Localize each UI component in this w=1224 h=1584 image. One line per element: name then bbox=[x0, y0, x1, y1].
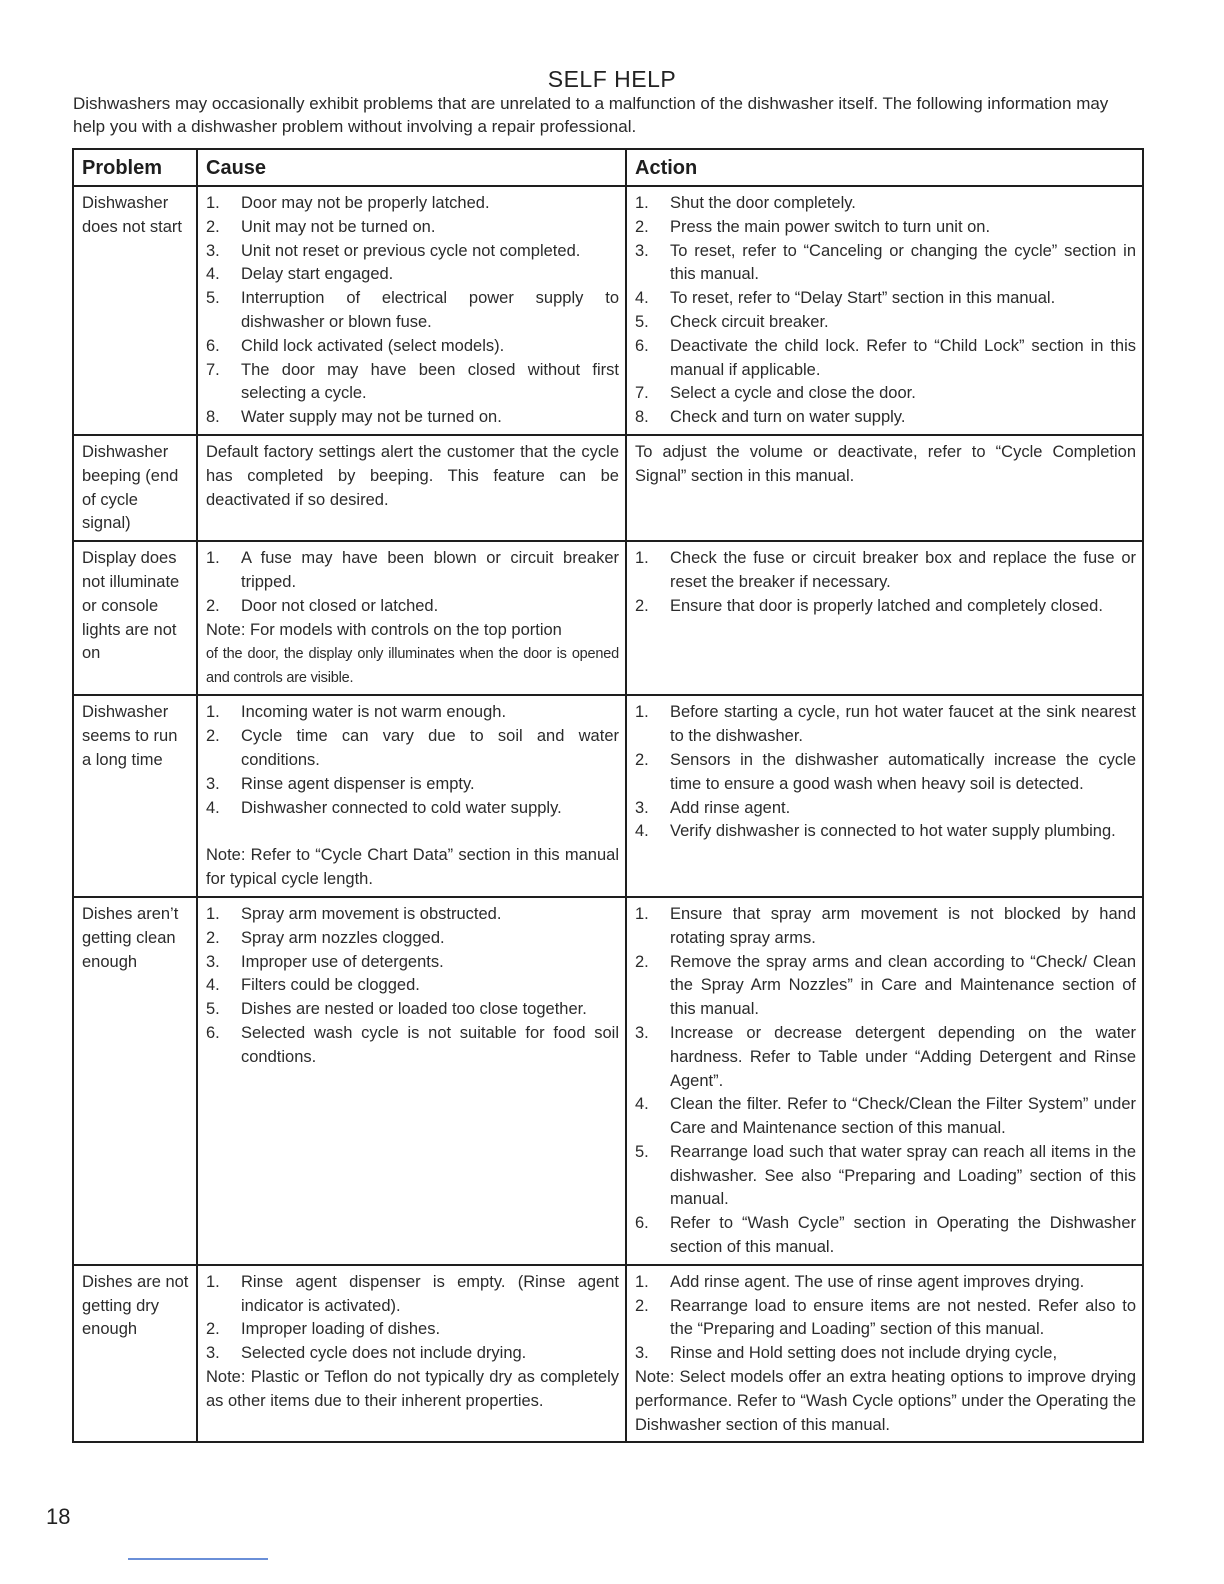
list-item: 6. Deactivate the child lock. Refer to “Child Lock” section in this manual if applicable. bbox=[635, 336, 1136, 379]
list-item: 2. Rearrange load to ensure items are not nested. Refer also to the “Preparing and Loading” section of this manual. bbox=[635, 1296, 1136, 1339]
list-item: 2. Unit may not be turned on. bbox=[206, 217, 436, 236]
problem-cell: Dishwasher beeping (end of cycle signal) bbox=[73, 435, 197, 541]
list-item: 5. Check circuit breaker. bbox=[635, 312, 829, 331]
list-item: 3. Unit not reset or previous cycle not completed. bbox=[206, 241, 581, 260]
cause-cell bbox=[197, 541, 626, 695]
intro-paragraph: Dishwashers may occasionally exhibit problems that are unrelated to a malfunction of the dishwasher itself. The following information may help you with a dishwasher problem without involving a repair professional. bbox=[73, 94, 1109, 136]
list-item: 1. Incoming water is not warm enough. bbox=[206, 703, 507, 722]
action-cell bbox=[626, 186, 1143, 435]
problem-cell: Dishes are not getting dry enough bbox=[73, 1265, 197, 1443]
cause-note: Note: Plastic or Teflon do not typically dry as completely as other items due to their inherent properties. bbox=[206, 1368, 619, 1410]
cause-cell bbox=[197, 695, 626, 897]
list-item: 3. To reset, refer to “Canceling or changing the cycle” section in this manual. bbox=[635, 241, 1136, 284]
list-item: 4. Verify dishwasher is connected to hot water supply plumbing. bbox=[635, 822, 1116, 841]
action-text: To adjust the volume or deactivate, refer to “Cycle Completion Signal” section in this manual. bbox=[635, 442, 1136, 485]
table-row bbox=[73, 897, 1143, 1265]
action-note: Note: Select models offer an extra heating options to improve drying performance. Refer to “Wash Cycle options” under the Operating the Dishwasher section of this manual. bbox=[635, 1368, 1136, 1434]
table-row bbox=[73, 186, 1143, 435]
list-item: 1. Before starting a cycle, run hot water faucet at the sink nearest to the dishwasher. bbox=[635, 703, 1136, 746]
list-item: 3. Rinse agent dispenser is empty. bbox=[206, 774, 475, 793]
list-item: 4. Dishwasher connected to cold water supply. bbox=[206, 798, 562, 817]
list-item: 4. Clean the filter. Refer to “Check/Clean the Filter System” under Care and Maintenance section of this manual. bbox=[635, 1095, 1136, 1138]
list-item: 1. A fuse may have been blown or circuit breaker tripped. bbox=[206, 549, 619, 591]
list-item: 2. Sensors in the dishwasher automatically increase the cycle time to ensure a good wash when heavy soil is detected. bbox=[635, 750, 1136, 793]
cause-cell bbox=[197, 1265, 626, 1443]
list-item: 8. Water supply may not be turned on. bbox=[206, 408, 502, 427]
list-item: 4. Filters could be clogged. bbox=[206, 976, 420, 995]
list-item: 5. Interruption of electrical power supply to dishwasher or blown fuse. bbox=[206, 289, 619, 331]
table-row bbox=[73, 541, 1143, 695]
list-item: 3. Improper use of detergents. bbox=[206, 952, 444, 971]
list-item: 2. Ensure that door is properly latched and completely closed. bbox=[635, 596, 1103, 615]
list-item: 7. Select a cycle and close the door. bbox=[635, 384, 916, 403]
list-item: 6. Selected wash cycle is not suitable for food soil condtions. bbox=[206, 1023, 619, 1066]
cause-note: Note: For models with controls on the top portion bbox=[206, 620, 562, 639]
list-item: 2. Improper loading of dishes. bbox=[206, 1320, 441, 1339]
page-title: SELF HELP bbox=[547, 66, 677, 92]
list-item: 3. Selected cycle does not include drying. bbox=[206, 1344, 527, 1363]
list-item: 5. Rearrange load such that water spray can reach all items in the dishwasher. See also “Preparing and Loading” section of this manual. bbox=[635, 1142, 1136, 1209]
cause-cell bbox=[197, 435, 626, 541]
list-item: 6. Child lock activated (select models). bbox=[206, 336, 505, 355]
table-header-row bbox=[73, 149, 1143, 186]
list-item: 5. Dishes are nested or loaded too close together. bbox=[206, 1000, 587, 1019]
spacer bbox=[206, 820, 619, 844]
header-problem: Problem bbox=[73, 149, 197, 186]
action-cell bbox=[626, 897, 1143, 1265]
cause-cell bbox=[197, 186, 626, 435]
list-item: 2. Spray arm nozzles clogged. bbox=[206, 928, 445, 947]
problem-cell: Dishwasher does not start bbox=[73, 186, 197, 435]
list-item: 6. Refer to “Wash Cycle” section in Operating the Dishwasher section of this manual. bbox=[635, 1214, 1136, 1257]
cause-note: Note: Refer to “Cycle Chart Data” section in this manual for typical cycle length. bbox=[206, 846, 619, 889]
list-item: 3. Rinse and Hold setting does not include drying cycle, bbox=[635, 1344, 1058, 1363]
action-cell bbox=[626, 541, 1143, 695]
footer-rule bbox=[128, 1558, 268, 1560]
table-row bbox=[73, 695, 1143, 897]
list-item: 1. Add rinse agent. The use of rinse agent improves drying. bbox=[635, 1272, 1085, 1291]
list-item: 4. To reset, refer to “Delay Start” section in this manual. bbox=[635, 289, 1056, 308]
problem-cell: Display does not illuminate or console lights are not on bbox=[73, 541, 197, 695]
table-row bbox=[73, 1265, 1143, 1443]
list-item: 1. Shut the door completely. bbox=[635, 194, 856, 212]
list-item: 2. Door not closed or latched. bbox=[206, 596, 439, 615]
list-item: 3. Increase or decrease detergent depending on the water hardness. Refer to Table under “Adding Detergent and Rinse Agent”. bbox=[635, 1023, 1136, 1090]
header-cause: Cause bbox=[197, 149, 626, 186]
cause-text: Default factory settings alert the customer that the cycle has completed by beeping. This feature can be deactivated if so desired. bbox=[206, 442, 619, 509]
list-item: 8. Check and turn on water supply. bbox=[635, 408, 906, 427]
page-number: 18 bbox=[46, 1504, 71, 1529]
list-item: 2. Remove the spray arms and clean according to “Check/ Clean the Spray Arm Nozzles” in Care and Maintenance section of this manual. bbox=[635, 952, 1136, 1019]
list-item: 4. Delay start engaged. bbox=[206, 265, 394, 284]
list-item: 1. Door may not be properly latched. bbox=[206, 194, 490, 212]
list-item: 1. Spray arm movement is obstructed. bbox=[206, 904, 502, 923]
list-item: 2. Press the main power switch to turn unit on. bbox=[635, 217, 991, 236]
list-item: 3. Add rinse agent. bbox=[635, 798, 791, 817]
list-item: 2. Cycle time can vary due to soil and water conditions. bbox=[206, 727, 619, 769]
list-item: 7. The door may have been closed without first selecting a cycle. bbox=[206, 360, 619, 403]
cause-cell bbox=[197, 897, 626, 1265]
action-cell bbox=[626, 1265, 1143, 1443]
list-item: 1. Check the fuse or circuit breaker box and replace the fuse or reset the breaker if necessary. bbox=[635, 549, 1136, 591]
action-cell bbox=[626, 435, 1143, 541]
list-item: 1. Ensure that spray arm movement is not blocked by hand rotating spray arms. bbox=[635, 904, 1136, 947]
list-item: 1. Rinse agent dispenser is empty. (Rinse agent indicator is activated). bbox=[206, 1272, 619, 1315]
header-action: Action bbox=[626, 149, 1143, 186]
self-help-table bbox=[72, 148, 1144, 1443]
problem-cell: Dishwasher seems to run a long time bbox=[73, 695, 197, 897]
action-cell bbox=[626, 695, 1143, 897]
cause-note-detail: of the door, the display only illuminates when the door is opened and controls are visible. bbox=[206, 646, 619, 687]
problem-cell: Dishes aren’t getting clean enough bbox=[73, 897, 197, 1265]
table-row bbox=[73, 435, 1143, 541]
